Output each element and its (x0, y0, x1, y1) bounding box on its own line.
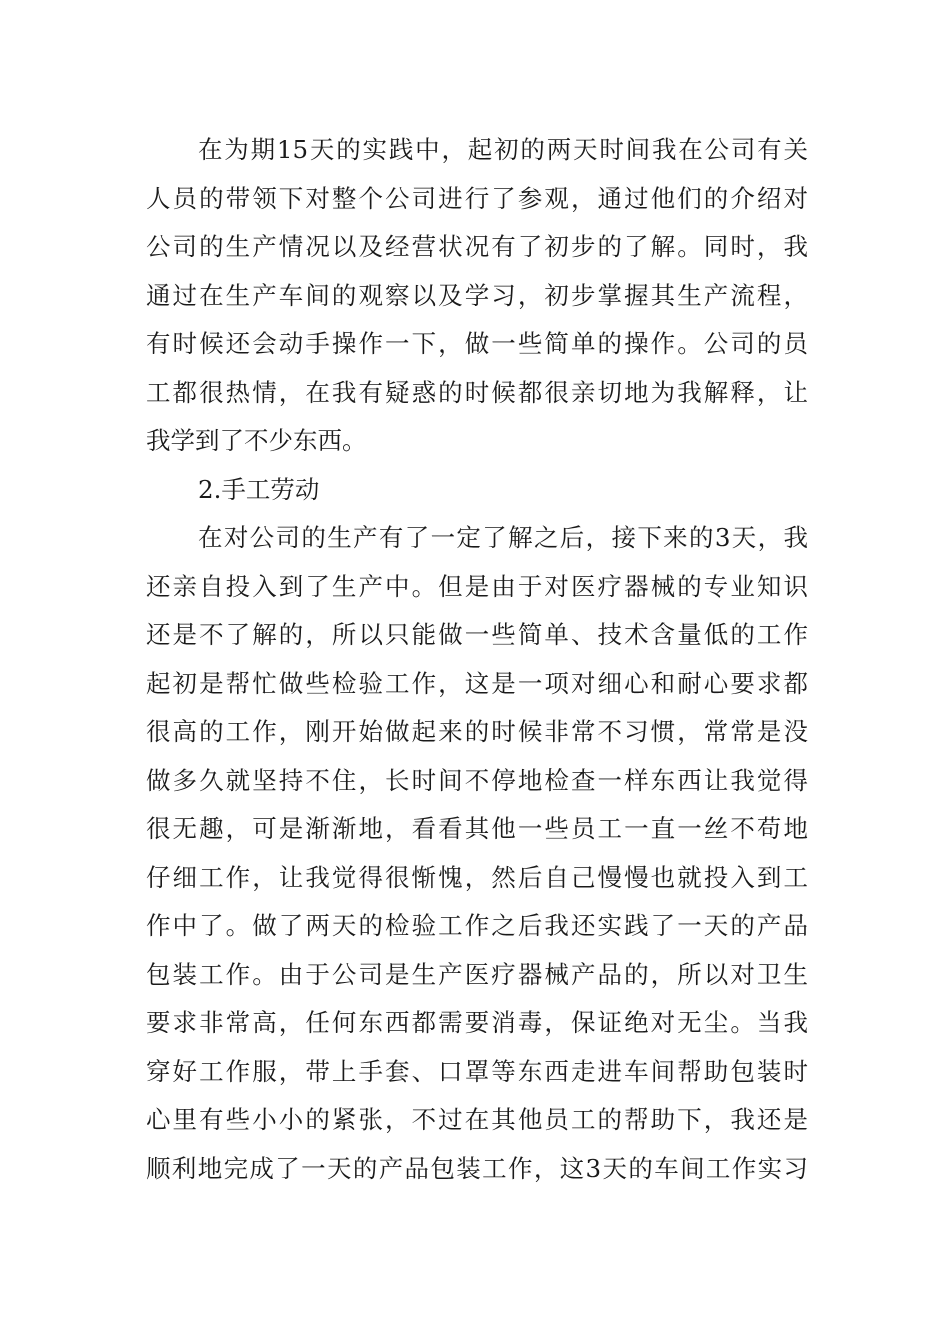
paragraph-2-line-8: 仔细工作，让我觉得很惭愧，然后自己慢慢也就投入到工 (146, 862, 808, 892)
paragraph-2-line-4: 起初是帮忙做些检验工作，这是一项对细心和耐心要求都 (146, 668, 808, 698)
paragraph-2-line-2: 还亲自投入到了生产中。但是由于对医疗器械的专业知识 (146, 571, 808, 601)
paragraph-1-line-5: 有时候还会动手操作一下，做一些简单的操作。公司的员 (146, 329, 808, 358)
paragraph-1-line-2: 人员的带领下对整个公司进行了参观，通过他们的介绍对 (146, 183, 808, 213)
paragraph-2-line-3: 还是不了解的，所以只能做一些简单、技术含量低的工作 (146, 620, 808, 649)
paragraph-2-line-14: 顺利地完成了一天的产品包装工作，这3天的车间工作实习 (146, 1153, 808, 1183)
paragraph-2-line-5: 很高的工作，刚开始做起来的时候非常不习惯，常常是没 (146, 717, 808, 746)
paragraph-2-line-1: 在对公司的生产有了一定了解之后，接下来的3天，我 (198, 523, 808, 552)
paragraph-2-line-6: 做多久就坚持不住，长时间不停地检查一样东西让我觉得 (146, 765, 808, 795)
paragraph-2-line-7: 很无趣，可是渐渐地，看看其他一些员工一直一丝不苟地 (146, 814, 808, 843)
paragraph-2-line-11: 要求非常高，任何东西都需要消毒，保证绝对无尘。当我 (146, 1008, 808, 1037)
paragraph-1-line-7: 我学到了不少东西。 (146, 426, 367, 455)
document-body (146, 126, 808, 1193)
section-heading: 2.手工劳动 (198, 474, 320, 504)
paragraph-1-line-4: 通过在生产车间的观察以及学习，初步掌握其生产流程， (146, 280, 808, 310)
paragraph-2-line-9: 作中了。做了两天的检验工作之后我还实践了一天的产品 (146, 911, 808, 940)
paragraph-2-line-10: 包装工作。由于公司是生产医疗器械产品的，所以对卫生 (146, 959, 808, 989)
paragraph-2-line-12: 穿好工作服，带上手套、口罩等东西走进车间帮助包装时 (146, 1056, 808, 1086)
paragraph-1-line-1: 在为期15天的实践中，起初的两天时间我在公司有关 (198, 135, 808, 164)
paragraph-1-line-6: 工都很热情，在我有疑惑的时候都很亲切地为我解释，让 (146, 377, 808, 407)
paragraph-2-line-13: 心里有些小小的紧张，不过在其他员工的帮助下，我还是 (146, 1105, 808, 1134)
paragraph-1-line-3: 公司的生产情况以及经营状况有了初步的了解。同时，我 (146, 232, 808, 261)
